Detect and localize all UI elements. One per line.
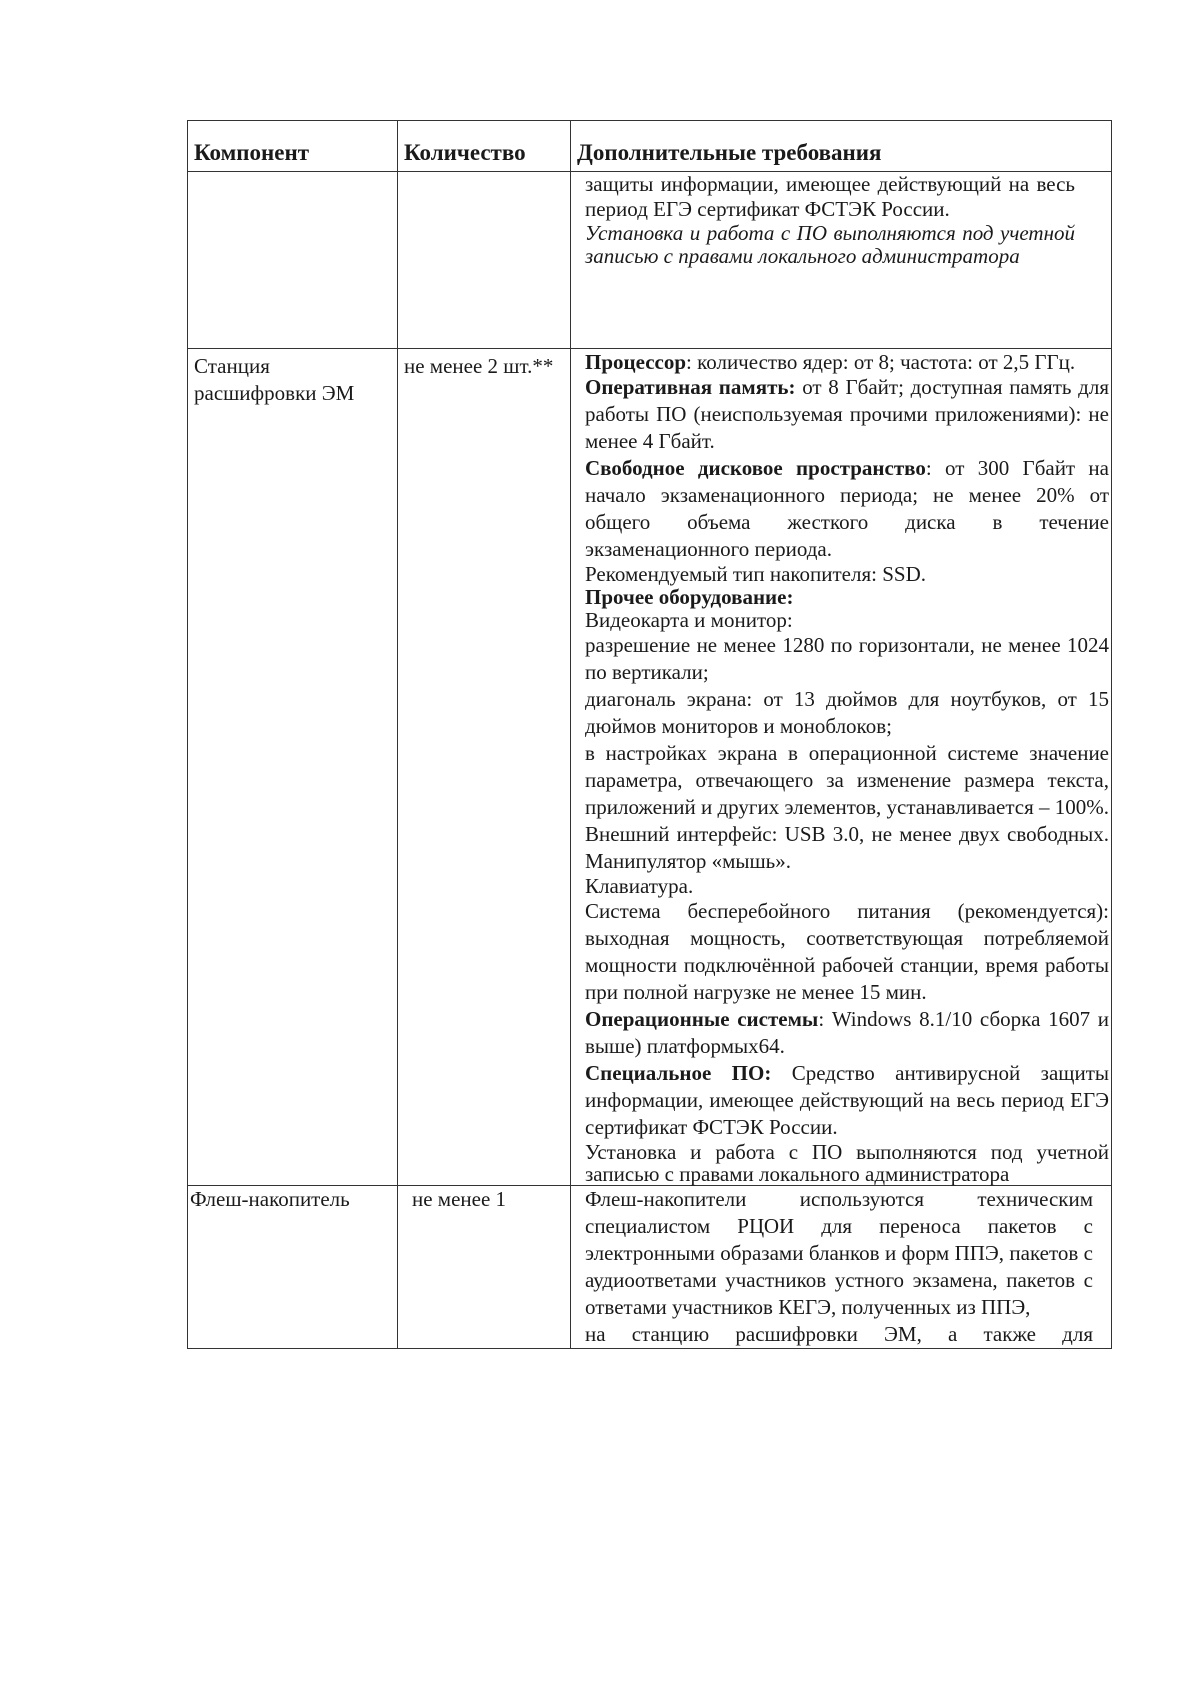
flash-drive-usage-continued: на станцию расшифровки ЭМ, а также для (585, 1322, 1093, 1346)
antivirus-continuation: защиты информации, имеющее действующий на весь период ЕГЭ сертификат ФСТЭК России. (585, 172, 1075, 221)
disk-label: Свободное дисковое пространство (585, 456, 926, 480)
header-component: Компонент (188, 121, 398, 172)
ram-label: Оперативная память: (585, 375, 796, 399)
requirements-cell (571, 1186, 1112, 1349)
os-label: Операционные системы (585, 1007, 819, 1031)
admin-install-note: Установка и работа с ПО выполняются под учетной записью с правами локального администратора (585, 1140, 1109, 1186)
table-header-row (188, 121, 1112, 172)
storage-type: Рекомендуемый тип накопителя: SSD. (585, 562, 926, 586)
requirements-cell (571, 172, 1112, 349)
video-monitor: Видеокарта и монитор: (585, 608, 793, 632)
component-cell: Станция расшифровки ЭМ (188, 349, 398, 1186)
resolution-requirement: разрешение не менее 1280 по горизонтали, не менее 1024 по вертикали; (585, 633, 1109, 684)
flash-drive-usage: Флеш-накопители используются техническим специалистом РЦОИ для переноса пакетов с электронными образами бланков и форм ППЭ, пакетов с аудиоответами участников устного экзамена, пакетов с ответами участников КЕГЭ, полученных из ППЭ, (585, 1187, 1093, 1319)
ups-requirement: Система бесперебойного питания (рекомендуется): выходная мощность, соответствующая потребляемой мощности подключённой рабочей станции, время работы при полной нагрузке не менее 15 мин. (585, 899, 1109, 1004)
special-software-requirement: Специальное ПО: Средство антивирусной защиты информации, имеющее действующий на весь период ЕГЭ сертификат ФСТЭК России. (585, 1061, 1109, 1139)
other-equipment-label: Прочее оборудование: (585, 585, 794, 609)
requirements-table (187, 120, 1112, 1349)
quantity-cell (398, 172, 571, 349)
table-row (188, 172, 1112, 349)
quantity-cell: не менее 1 (398, 1186, 571, 1349)
disk-requirement: Свободное дисковое пространство: от 300 Гбайт на начало экзаменационного периода; не менее 20% от общего объема жесткого диска в течение экзаменационного периода. (585, 456, 1109, 561)
special-software-label: Специальное ПО: (585, 1061, 772, 1085)
scaling-requirement: в настройках экрана в операционной системе значение параметра, отвечающего за изменение размера текста, приложений и других элементов, устанавливается – 100%. (585, 741, 1109, 819)
ram-requirement: Оперативная память: от 8 Гбайт; доступная память для работы ПО (неиспользуемая прочими приложениями): не менее 4 Гбайт. (585, 375, 1109, 453)
quantity-cell: не менее 2 шт.** (398, 349, 571, 1186)
component-cell: Флеш-накопитель (188, 1186, 398, 1349)
diagonal-requirement: диагональ экрана: от 13 дюймов для ноутбуков, от 15 дюймов мониторов и моноблоков; (585, 687, 1109, 738)
os-requirement: Операционные системы: Windows 8.1/10 сборка 1607 и выше) платформых64. (585, 1007, 1109, 1058)
cpu-label: Процессор (585, 350, 687, 374)
header-additional-requirements: Дополнительные требования (571, 121, 1112, 172)
table-row (188, 349, 1112, 1186)
requirements-cell (571, 349, 1112, 1186)
component-cell (188, 172, 398, 349)
usb-requirement: Внешний интерфейс: USB 3.0, не менее двух свободных. Манипулятор «мышь». (585, 822, 1109, 873)
keyboard-requirement: Клавиатура. (585, 874, 694, 898)
admin-install-note: Установка и работа с ПО выполняются под учетной записью с правами локального администратора (585, 221, 1075, 268)
header-quantity: Количество (398, 121, 571, 172)
cpu-requirement: Процессор: количество ядер: от 8; частота: от 2,5 ГГц. (585, 350, 1076, 374)
table-row (188, 1186, 1112, 1349)
